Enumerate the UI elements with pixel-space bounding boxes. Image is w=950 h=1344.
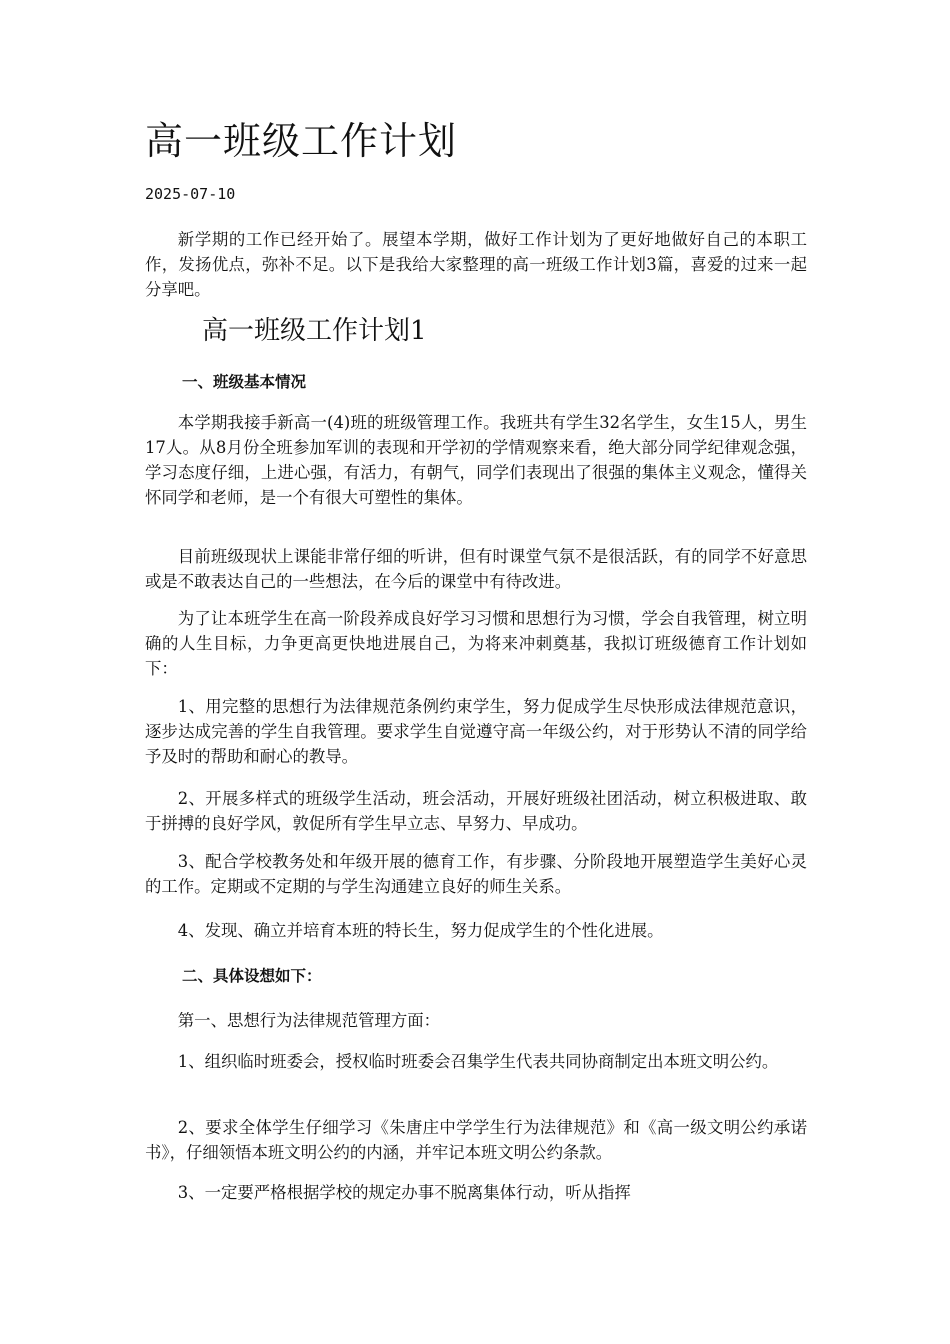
subsection-heading-conduct: 第一、思想行为法律规范管理方面： bbox=[177, 1011, 441, 1030]
list-item-1: 1、用完整的思想行为法律规范条例约束学生，努力促成学生尽快形成法律规范意识，逐步达成完善的学生自我管理。要求学生自觉遵守高一年级公约，对于形势认不清的同学给予及时的帮助和耐心的教导。 bbox=[145, 697, 807, 766]
list-item-2: 2、开展多样式的班级学生活动，班会活动，开展好班级社团活动，树立积极进取、敢于拼搏的良好学风，敦促所有学生早立志、早努力、早成功。 bbox=[145, 789, 807, 833]
paragraph-class-overview: 本学期我接手新高一(4)班的班级管理工作。我班共有学生32名学生，女生15人，男生17人。从8月份全班参加军训的表现和开学初的学情观察来看，绝大部分同学纪律观念强，学习态度仔细，上进心强，有活力，有朝气，同学们表现出了很强的集体主义观念，懂得关怀同学和老师，是一个有很大可塑性的集体。 bbox=[145, 413, 807, 507]
section-heading-basic-info: 一、班级基本情况 bbox=[182, 373, 307, 391]
sub-list-item-3: 3、一定要严格根据学校的规定办事不脱离集体行动，听从指挥 bbox=[177, 1183, 631, 1202]
publish-date: 2025-07-10 bbox=[145, 185, 236, 203]
paragraph-plan-intro: 为了让本班学生在高一阶段养成良好学习习惯和思想行为习惯，学会自我管理，树立明确的人生目标，力争更高更快地进展自己，为将来冲刺奠基，我拟订班级德育工作计划如下： bbox=[145, 609, 807, 678]
document-title: 高一班级工作计划 bbox=[145, 119, 458, 163]
paragraph-class-status: 目前班级现状上课能非常仔细的听讲，但有时课堂气氛不是很活跃，有的同学不好意思或是不敢表达自己的一些想法，在今后的课堂中有待改进。 bbox=[145, 547, 807, 591]
sub-list-item-1: 1、组织临时班委会，授权临时班委会召集学生代表共同协商制定出本班文明公约。 bbox=[177, 1052, 779, 1071]
intro-paragraph: 新学期的工作已经开始了。展望本学期，做好工作计划为了更好地做好自己的本职工作，发扬优点，弥补不足。以下是我给大家整理的高一班级工作计划3篇，喜爱的过来一起分享吧。 bbox=[145, 230, 807, 299]
section-title: 高一班级工作计划1 bbox=[202, 316, 427, 346]
list-item-4: 4、发现、确立并培育本班的特长生，努力促成学生的个性化进展。 bbox=[177, 921, 664, 940]
list-item-3: 3、配合学校教务处和年级开展的德育工作，有步骤、分阶段地开展塑造学生美好心灵的工作。定期或不定期的与学生沟通建立良好的师生关系。 bbox=[145, 852, 807, 896]
sub-list-item-2: 2、要求全体学生仔细学习《朱唐庄中学学生行为法律规范》和《高一级文明公约承诺书》，仔细领悟本班文明公约的内涵，并牢记本班文明公约条款。 bbox=[145, 1118, 807, 1162]
section-heading-plan: 二、具体设想如下： bbox=[182, 967, 322, 985]
